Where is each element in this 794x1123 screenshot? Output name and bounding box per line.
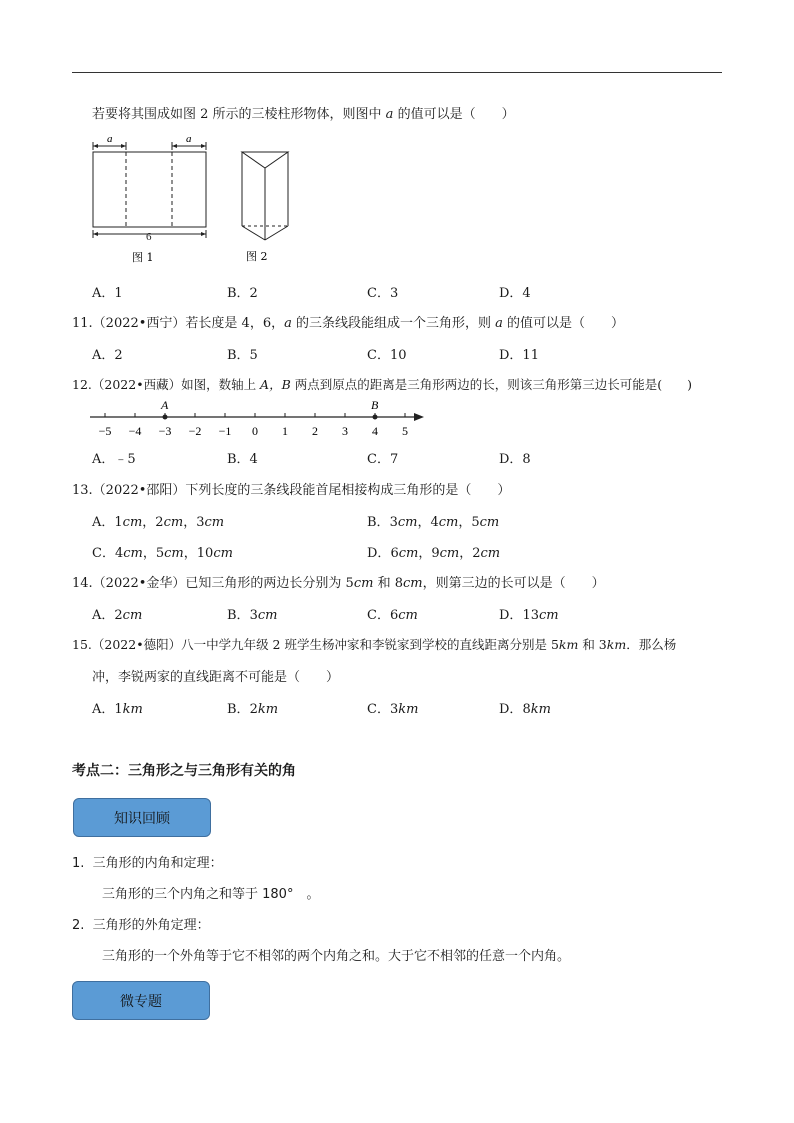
q15-option-c[interactable]: C．3km (367, 702, 419, 717)
q12-option-a[interactable]: A．﹣5 (92, 452, 136, 467)
number-line-tick-label: 1 (282, 424, 288, 438)
number-line-tick-label: 4 (372, 424, 378, 438)
q12-stem: 12.（2022•西藏）如图，数轴上 A，B 两点到原点的距离是三角形两边的长，则该三角形第三边长可能是( ) (72, 377, 692, 392)
q10-option-d[interactable]: D．4 (499, 286, 531, 301)
q12-option-b[interactable]: B．4 (227, 452, 258, 467)
number-line-tick-label: 5 (402, 424, 408, 438)
q11-option-b[interactable]: B．5 (227, 348, 258, 363)
q14-option-a[interactable]: A．2cm (92, 608, 143, 623)
item-2-body: 三角形的一个外角等于它不相邻的两个内角之和。大于它不相邻的任意一个内角。 (102, 949, 571, 964)
q15-option-a[interactable]: A．1km (92, 702, 143, 717)
item-1-heading: 1. 三角形的内角和定理： (72, 856, 223, 871)
q14-stem: 14.（2022•金华）已知三角形的两边长分别为 5cm 和 8cm，则第三边的长可以是（ ） (72, 576, 605, 591)
point-b-label: B (371, 398, 379, 412)
section-title: 考点二：三角形之与三角形有关的角 (72, 763, 296, 779)
q13-option-b[interactable]: B．3cm，4cm，5cm (367, 515, 500, 530)
q11-stem: 11.（2022•西宁）若长度是 4，6，a 的三条线段能组成一个三角形，则 a 的值可以是（ ） (72, 316, 625, 331)
number-line-tick-label: 2 (312, 424, 318, 438)
number-line-tick-label: −1 (218, 424, 232, 438)
item-2-heading: 2. 三角形的外角定理： (72, 918, 210, 933)
q13-option-c[interactable]: C．4cm，5cm，10cm (92, 546, 233, 561)
knowledge-review-tag: 知识回顾 (73, 798, 211, 837)
number-line-tick-label: 0 (252, 424, 258, 438)
q15-option-b[interactable]: B．2km (227, 702, 279, 717)
q11-option-c[interactable]: C．10 (367, 348, 407, 363)
q12-option-c[interactable]: C．7 (367, 452, 399, 467)
q10-option-c[interactable]: C．3 (367, 286, 399, 301)
number-line-tick-label: −2 (188, 424, 202, 438)
item-1-body: 三角形的三个内角之和等于 180° 。 (102, 887, 320, 902)
fig1-caption: 图 1 (132, 251, 154, 264)
point-b-marker (373, 415, 378, 420)
q10-option-b[interactable]: B．2 (227, 286, 258, 301)
fig1-width-label: 6 (146, 231, 152, 243)
q14-option-b[interactable]: B．3cm (227, 608, 278, 623)
fig2-caption: 图 2 (246, 250, 268, 263)
q14-option-c[interactable]: C．6cm (367, 608, 418, 623)
fig1-a-label-right: a (186, 133, 192, 145)
q11-option-a[interactable]: A．2 (92, 348, 123, 363)
number-line-tick-label: −5 (98, 424, 112, 438)
fig1-a-label-left: a (107, 133, 113, 145)
q10-option-a[interactable]: A．1 (92, 286, 123, 301)
number-line-tick-label: −3 (158, 424, 172, 438)
figure-1-net (86, 132, 216, 267)
q15-stem-line1: 15.（2022•德阳）八一中学九年级 2 班学生杨冲家和李锐家到学校的直线距离分别是 5km 和 3km．那么杨 (72, 637, 677, 652)
q13-stem: 13.（2022•邵阳）下列长度的三条线段能首尾相接构成三角形的是（ ） (72, 483, 511, 498)
point-a-label: A (161, 398, 169, 412)
figure-2-prism (236, 146, 296, 268)
number-line-tick-label: 3 (342, 424, 348, 438)
micro-topic-tag: 微专题 (72, 981, 210, 1020)
q15-stem-line2: 冲，李锐两家的直线距离不可能是（ ） (92, 670, 340, 685)
q12-option-d[interactable]: D．8 (499, 452, 531, 467)
number-line-tick-label: −4 (128, 424, 142, 438)
number-line (88, 396, 428, 442)
q13-option-d[interactable]: D．6cm，9cm，2cm (367, 546, 501, 561)
question-intro: 若要将其围成如图 2 所示的三棱柱形物体，则图中 a 的值可以是（ ） (92, 107, 515, 122)
q15-option-d[interactable]: D．8km (499, 702, 551, 717)
header-rule (72, 72, 722, 73)
q14-option-d[interactable]: D．13cm (499, 608, 559, 623)
q13-option-a[interactable]: A．1cm，2cm，3cm (92, 515, 225, 530)
q11-option-d[interactable]: D．11 (499, 348, 539, 363)
point-a-marker (163, 415, 168, 420)
